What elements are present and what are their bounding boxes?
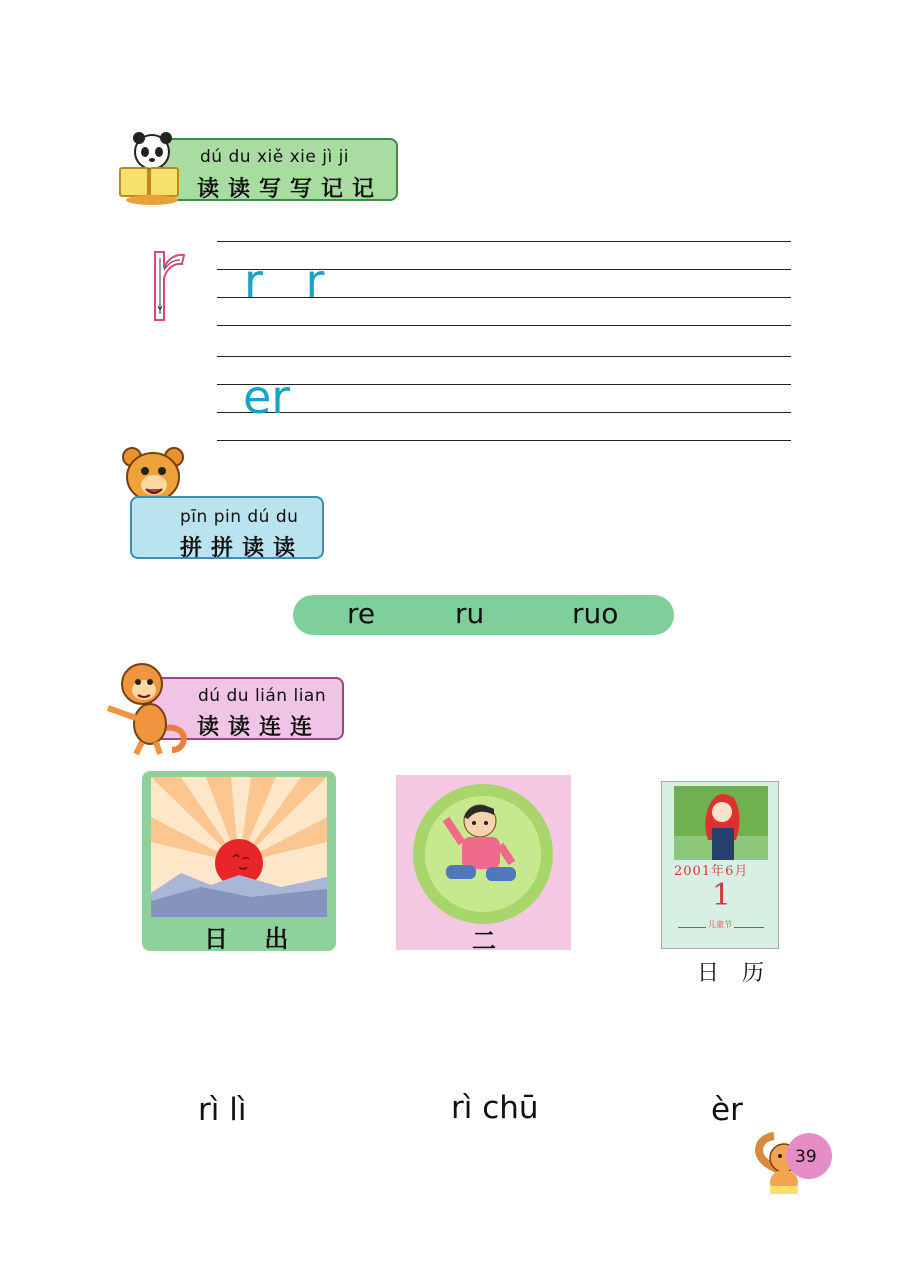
writing-line xyxy=(217,440,791,441)
guide-letters-r: r r xyxy=(244,254,339,308)
banner-title: 拼拼读读 xyxy=(180,536,305,561)
banner-title: 读读写写记记 xyxy=(197,177,384,202)
writing-line xyxy=(217,356,791,357)
syllable-ruo: ruo xyxy=(572,597,619,630)
page-number: 39 xyxy=(795,1147,817,1167)
calendar-caption: 日 历 xyxy=(697,961,772,986)
letter-r-stroke-model xyxy=(150,248,190,324)
sunrise-picture[interactable] xyxy=(142,771,336,951)
banner-pinyin: dú du xiě xie jì ji xyxy=(200,147,350,167)
calendar-day: 1 xyxy=(712,878,732,913)
monkey-icon xyxy=(102,658,192,758)
banner-pinyin: pīn pin dú du xyxy=(180,507,299,527)
syllable-ru: ru xyxy=(455,597,485,630)
answer-pinyin-richu[interactable]: rì chū xyxy=(451,1090,539,1126)
boy-image xyxy=(412,783,554,925)
panda-reading-icon xyxy=(112,126,192,206)
guide-letters-er: er xyxy=(243,370,291,424)
calendar-date: 2001年6月 xyxy=(674,864,749,879)
banner-title: 读读连连 xyxy=(197,715,322,740)
calendar-girl-image xyxy=(674,786,768,860)
answer-pinyin-rili[interactable]: rì lì xyxy=(198,1092,247,1128)
writing-line xyxy=(217,325,791,326)
banner-pinyin: dú du lián lian xyxy=(198,686,327,706)
writing-line xyxy=(217,412,791,413)
writing-line xyxy=(217,384,791,385)
sunrise-caption: 日 出 xyxy=(204,924,303,953)
syllable-re: re xyxy=(347,597,376,630)
answer-pinyin-er[interactable]: èr xyxy=(711,1092,743,1128)
calendar-picture[interactable] xyxy=(661,781,779,949)
section-banner-spell-read xyxy=(130,496,324,559)
writing-line xyxy=(217,241,791,242)
syllable-bar xyxy=(293,595,674,635)
boy-picture[interactable] xyxy=(396,775,571,955)
sunrise-image xyxy=(151,777,327,917)
boy-caption: 二 xyxy=(472,926,510,955)
calendar-note: 儿童节 xyxy=(708,920,732,929)
